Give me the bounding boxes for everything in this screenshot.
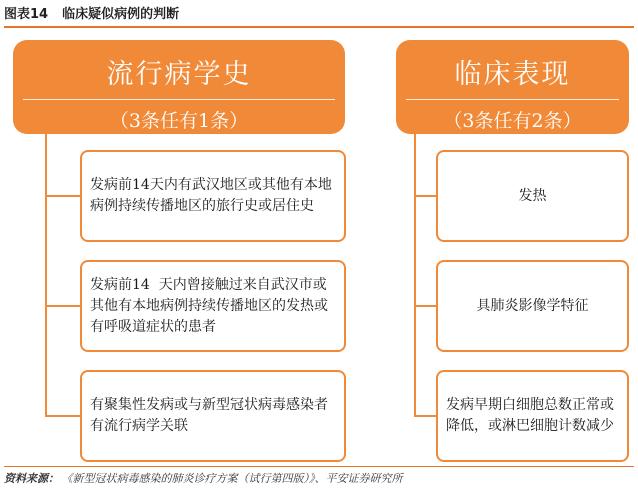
top-rule xyxy=(4,26,634,28)
source-note xyxy=(4,470,634,488)
header-divider xyxy=(23,99,335,100)
right-connector-branch-2 xyxy=(414,305,436,307)
epidemiology-item-text: 发病前14 天内曾接触过来自武汉市或其他有本地病例持续传播地区的发热或有呼吸道症状的患者 xyxy=(90,276,328,335)
right-connector-vertical xyxy=(414,134,416,416)
clinical-item-text: 发热 xyxy=(518,187,547,204)
epidemiology-item-3 xyxy=(80,370,346,462)
left-connector-branch-2 xyxy=(45,305,80,307)
clinical-header xyxy=(396,40,629,134)
clinical-item-2 xyxy=(436,260,629,352)
epidemiology-subtitle: （3条任有1条） xyxy=(109,110,249,132)
figure-caption: 临床疑似病例的判断 xyxy=(62,7,180,22)
left-connector-branch-3 xyxy=(45,415,80,417)
figure-title xyxy=(4,3,634,25)
source-label: 资料来源： xyxy=(4,472,59,485)
clinical-item-text: 具肺炎影像学特征 xyxy=(476,297,589,314)
right-connector-branch-1 xyxy=(414,195,436,197)
left-connector-vertical xyxy=(45,134,47,416)
source-text: 《新型冠状病毒感染的肺炎诊疗方案（试行第四版）》、平安证券研究所 xyxy=(67,472,403,485)
epidemiology-title: 流行病学史 xyxy=(106,59,252,90)
epidemiology-item-text: 发病前14天内有武汉地区或其他有本地病例持续传播地区的旅行史或居住史 xyxy=(90,177,332,214)
figure-number: 图表14 xyxy=(4,7,49,22)
bottom-rule xyxy=(4,466,634,467)
header-divider xyxy=(406,99,619,100)
clinical-title: 临床表现 xyxy=(454,59,571,90)
epidemiology-item-text: 有聚集性发病或与新型冠状病毒感染者有流行病学关联 xyxy=(90,397,328,434)
left-connector-branch-1 xyxy=(45,195,80,197)
epidemiology-item-2 xyxy=(80,260,346,352)
clinical-subtitle: （3条任有2条） xyxy=(443,110,582,132)
right-connector-branch-3 xyxy=(414,415,436,417)
clinical-item-1 xyxy=(436,150,629,242)
epidemiology-header xyxy=(13,40,345,134)
clinical-item-3 xyxy=(436,370,629,462)
epidemiology-item-1 xyxy=(80,150,346,242)
clinical-item-text: 发病早期白细胞总数正常或降低，或淋巴细胞计数减少 xyxy=(446,397,614,434)
